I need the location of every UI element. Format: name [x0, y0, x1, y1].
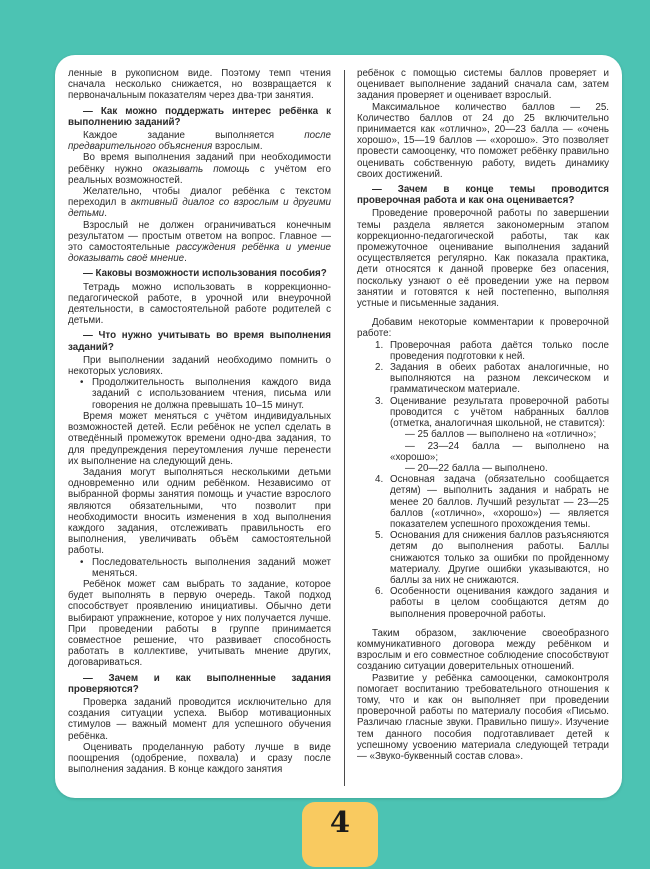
- numbered-item: [357, 396, 609, 430]
- page-number-tab: [302, 802, 378, 867]
- paragraph: [68, 68, 331, 102]
- numbered-item: [357, 530, 609, 586]
- text-run: — Что нужно учитывать во время выполнения заданий?: [68, 330, 331, 353]
- italic-text-run: оказывать помощь: [152, 163, 250, 175]
- text-run: с учётом его реальных возможностей.: [68, 163, 331, 186]
- text-run: — Зачем в конце темы проводится проверочная работа и как она оценивается?: [357, 184, 609, 207]
- paragraph: [68, 355, 331, 377]
- text-run: Задания в обеих работах аналогичные, но выполняются на разном лексическом и грамматическом материале.: [390, 362, 609, 396]
- paragraph: [357, 68, 609, 102]
- text-run: Основная задача (обязательно сообщается детям) — выполнить задания и набрать не менее 20 баллов. Лучший результат — 23—25 баллов («отлично», «хорошо») — является показателем успешного прохождения темы.: [390, 474, 609, 530]
- text-run: Взрослый не должен ограничиваться конечным результатом — простым ответом на вопрос. Главное — это самостоятельные: [68, 219, 331, 254]
- text-run: Особенности оценивания каждого задания и работы в целом сообщаются детям до выполнения проверочной работы.: [390, 586, 609, 620]
- paragraph: [68, 130, 331, 152]
- paragraph: [68, 282, 331, 327]
- text-run: Проверка заданий проводится исключительно для создания ситуации успеха. Выбор мотивационных стимулов — важный момент для успешного обучения ребёнка.: [68, 696, 331, 742]
- numbered-item: [357, 362, 609, 396]
- text-run: ленные в рукописном виде. Поэтому темп чтения сначала несколько снижается, но возвращается к первоначальным показателям через два-три занятия.: [68, 68, 331, 102]
- text-run: .: [104, 208, 107, 220]
- paragraph: [68, 220, 331, 265]
- text-run: Последовательность выполнения заданий может меняться.: [92, 556, 331, 579]
- sub-item: [390, 463, 609, 474]
- paragraph: [68, 742, 331, 776]
- section-heading: [68, 673, 331, 695]
- text-run: Во время выполнения заданий при необходимости ребёнку нужно: [68, 152, 331, 175]
- text-run: Проведение проверочной работы по завершении темы раздела является закономерным этапом коррекционно-педагогической работы, так как промежуточное оценивание выполнения заданий осуществляется регулярно. Как показала практика, дети относятся к данной проверке без опасения, поскольку узнают о её проведении уже на первом занятии и готовятся к ней постепенно, выполняя устные и письменные задания.: [357, 208, 609, 310]
- list-number: 5.: [375, 530, 384, 542]
- paragraph: [357, 208, 609, 309]
- text-run: Тетрадь можно использовать в коррекционно-педагогической работе, в урочной или внеурочной деятельности, в самостоятельной работе родителей с детьми.: [68, 281, 331, 327]
- section-heading: [357, 184, 609, 206]
- text-run: Развитие у ребёнка самооценки, самоконтроля помогает воспитанию требовательного отношения к тому, что и как он выполняет при проведении проверочной работы по материалу пособия «Письмо. Различаю гласные звуки. Правильно пишу». Изучение тем данного пособия подготавливает детей к успешному усвоению материала следующей тетради — «Звуко-буквенный состав слова».: [357, 672, 609, 762]
- text-run: — Каковы возможности использования пособия?: [83, 268, 327, 280]
- numbered-item: [357, 586, 609, 620]
- text-run: — 23—24 балла — выполнено на «хорошо»;: [390, 440, 609, 463]
- text-run: Каждое задание выполняется: [83, 130, 305, 142]
- text-run: При выполнении заданий необходимо помнить о некоторых условиях.: [68, 354, 331, 378]
- paragraph: [68, 186, 331, 220]
- italic-text-run: после предварительного объяснения: [68, 130, 331, 153]
- paragraph-gap: [357, 309, 609, 317]
- text-run: .: [184, 253, 187, 265]
- right-text-column: [357, 68, 609, 790]
- sub-item: [390, 429, 609, 440]
- left-text-column: [68, 68, 331, 790]
- text-run: Продолжительность выполнения каждого вида заданий с использованием чтения, письма или говорения не должна превышать 10–15 минут.: [92, 377, 331, 411]
- text-run: Добавим некоторые комментарии к проверочной работе:: [357, 317, 609, 340]
- list-number: 6.: [375, 586, 384, 598]
- text-run: ребёнок с помощью системы баллов проверяет и оценивает выполнение заданий сначала сам, затем задания проверяет и оценивает взрослый.: [357, 68, 609, 102]
- text-run: Оценивание результата проверочной работы проводится с учётом набранных баллов (отметка, аналогичная школьной, не ставится):: [390, 395, 609, 430]
- text-run: Время может меняться с учётом индивидуальных возможностей детей. Если ребёнок не успел сделать в отведённый промежуток времени одно-два задания, то для предупреждения переутомления лучше перенести их выполнение на следующий день.: [68, 410, 331, 467]
- text-run: — Зачем и как выполненные задания проверяются?: [68, 672, 331, 695]
- paragraph: [68, 467, 331, 557]
- page-number: 4: [329, 805, 351, 839]
- page-card: [55, 55, 622, 798]
- text-run: Ребёнок может сам выбрать то задание, которое будет выполнять в первую очередь. Такой подход способствует проявлению инициативы. Обычно дети выбирают упражнение, которое у них получается лучше. При проведении работы в группе принимается совместное решение, что развивает способность работать в коллективе, учитывать мнение других, договариваться.: [68, 578, 331, 669]
- text-run: Желательно, чтобы диалог ребёнка с текстом переходил в: [68, 186, 331, 209]
- text-run: Оценивать проделанную работу лучше в виде поощрения (одобрение, похвала) и сразу после выполнения задания. В конце каждого занятия: [68, 741, 331, 776]
- bullet-icon: •: [80, 556, 84, 568]
- list-number: 2.: [375, 362, 384, 374]
- bullet-icon: •: [80, 377, 84, 389]
- paragraph: [357, 628, 609, 673]
- paragraph: [68, 697, 331, 742]
- list-number: 4.: [375, 474, 384, 486]
- text-run: Таким образом, заключение своеобразного коммуникативного договора между ребёнком и взрослым и его совместное соблюдение способствуют созданию ситуации доверительных отношений.: [357, 627, 609, 673]
- text-run: взрослым.: [212, 141, 263, 153]
- bullet-item: [68, 377, 331, 411]
- paragraph: [357, 102, 609, 180]
- paragraph: [68, 579, 331, 669]
- section-heading: [68, 106, 331, 128]
- text-run: Задания могут выполняться несколькими детьми одновременно или одним ребёнком. Независимо от выбранной формы занятия помощь и участие взрослого являются обязательными, что позволит при необходимости вносить изменения в ход выполнения каждого задания, отслеживать правильность его выполнения, увеличивать объём самостоятельной работы.: [68, 466, 331, 557]
- bullet-item: [68, 557, 331, 579]
- text-run: Проверочная работа даётся только после проведения подготовки к ней.: [390, 339, 609, 362]
- paragraph: [357, 317, 609, 339]
- text-run: Основания для снижения баллов разъясняются детям до выполнения работы. Баллы снижаются только за ошибки по пройденному материалу. Другие ошибки указываются, но баллы за них не снижаются.: [390, 530, 609, 586]
- section-heading: [68, 330, 331, 352]
- text-run: — 20—22 балла — выполнено.: [405, 462, 548, 474]
- italic-text-run: рассуждения ребёнка и умение доказывать своё мнение: [68, 242, 331, 265]
- numbered-item: [357, 340, 609, 362]
- italic-text-run: активный диалог со взрослым и другими детьми: [68, 197, 331, 220]
- paragraph: [68, 411, 331, 467]
- list-number: 3.: [375, 395, 384, 407]
- text-run: — 25 баллов — выполнено на «отлично»;: [405, 429, 597, 441]
- paragraph: [357, 673, 609, 763]
- text-run: — Как можно поддержать интерес ребёнка к выполнению заданий?: [68, 105, 331, 128]
- numbered-item: [357, 474, 609, 530]
- section-heading: [68, 268, 331, 279]
- sub-item: [390, 441, 609, 463]
- column-divider: [344, 70, 345, 786]
- paragraph: [68, 152, 331, 186]
- paragraph-gap: [357, 620, 609, 628]
- list-number: 1.: [375, 339, 384, 351]
- text-run: Максимальное количество баллов — 25. Количество баллов от 24 до 25 включительно принимается как «отлично», 20—23 балла — «очень хорошо», 15—19 баллов — «хорошо». Это позволяет провести самооценку, что поможет ребёнку правильно оценивать собственную работу, видеть динамику своих достижений.: [357, 101, 609, 180]
